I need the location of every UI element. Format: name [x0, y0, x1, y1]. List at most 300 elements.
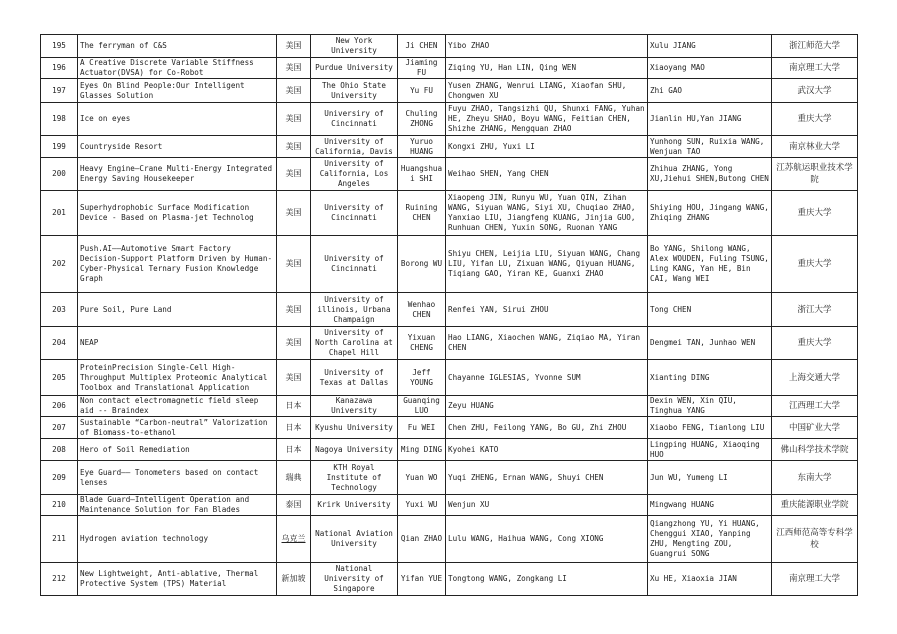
supervisor: Huangshuai SHI — [400, 164, 443, 183]
university-cell — [311, 136, 398, 158]
project-title: New Lightweight, Anti-ablative, Thermal Protective System (TPS) Material — [80, 569, 259, 588]
country-cell — [277, 439, 311, 461]
supervisor-cell — [398, 103, 446, 136]
advisors-cell — [648, 293, 772, 327]
advisors: Xulu JIANG — [650, 41, 696, 50]
table-row — [41, 417, 858, 439]
advisors-cell — [648, 516, 772, 563]
row-number-cell — [41, 360, 78, 396]
project-title-cell — [78, 236, 277, 293]
row-number-cell — [41, 103, 78, 136]
country: 日本 — [285, 422, 302, 432]
university: University of California, Los Angeles — [319, 159, 389, 188]
supervisor-cell — [398, 461, 446, 495]
row-number: 197 — [52, 85, 66, 95]
supervisor-cell — [398, 495, 446, 516]
supervisor-cell — [398, 360, 446, 396]
project-title: ProteinPrecision Single-Cell High-Throughput Multiplex Proteomic Analytical Toolbox and Translational Application — [80, 362, 268, 392]
team-members: Lulu WANG, Haihua WANG, Cong XIONG — [448, 534, 604, 543]
country-cell — [277, 236, 311, 293]
row-number: 210 — [52, 500, 66, 509]
advisors-cell — [648, 360, 772, 396]
project-title-cell — [78, 516, 277, 563]
table-row — [41, 495, 858, 516]
university: Krirk University — [317, 500, 391, 509]
country: 美国 — [285, 208, 302, 217]
organization-cell — [772, 396, 858, 417]
project-title: Ice on eyes — [80, 114, 131, 123]
university-cell — [311, 327, 398, 360]
supervisor-cell — [398, 136, 446, 158]
team-members: Chen ZHU, Feilong YANG, Bo GU, Zhi ZHOU — [448, 422, 627, 432]
university-cell — [311, 35, 398, 58]
team-members: Xiaopeng JIN, Runyu WU, Yuan QIN, Zihan WANG, Siyuan WANG, Siyi XU, Chuqiao ZHAO, Yanxiao LIU, Jiangfeng KUANG, Jinjia GUO, Runhuan CHEN, Yuxin SONG, Ruonan YANG — [448, 193, 636, 232]
university: KTH Royal Institute of Technology — [326, 462, 382, 492]
advisors: Zhi GAO — [650, 85, 683, 95]
row-number-cell — [41, 516, 78, 563]
supervisor: Yuan WO — [405, 472, 438, 482]
country: 美国 — [285, 63, 302, 72]
project-title: NEAP — [80, 338, 99, 347]
advisors: Zhihua ZHANG, Yong XU,Jiehui SHEN,Butong CHEN — [650, 164, 769, 183]
university: Universiry of Cincinnati — [324, 109, 384, 128]
organization: 中国矿业大学 — [788, 422, 840, 433]
table-row — [41, 58, 858, 79]
organization: 江西师范高等专科学校 — [776, 528, 853, 550]
supervisor: Borong WU — [400, 259, 443, 268]
organization-cell — [772, 563, 858, 596]
team-members-cell — [446, 79, 648, 103]
advisors-cell — [648, 58, 772, 79]
table-row — [41, 79, 858, 103]
project-title-cell — [78, 417, 277, 439]
university: National Aviation University — [315, 529, 393, 548]
country: 泰国 — [285, 500, 302, 509]
table-row — [41, 396, 858, 417]
university-cell — [311, 461, 398, 495]
organization: 重庆大学 — [797, 114, 832, 124]
organization-cell — [772, 495, 858, 516]
table-row — [41, 563, 858, 596]
advisors: Xianting DING — [650, 372, 710, 382]
row-number-cell — [41, 158, 78, 191]
country-cell — [277, 136, 311, 158]
team-members-cell — [446, 495, 648, 516]
supervisor-cell — [398, 327, 446, 360]
row-number-cell — [41, 58, 78, 79]
project-title: Heavy Engine—Crane Multi-Energy Integrated Energy Saving Housekeeper — [80, 164, 273, 183]
advisors-cell — [648, 136, 772, 158]
organization-cell — [772, 417, 858, 439]
university: Kanazawa University — [331, 396, 377, 415]
organization-cell — [772, 58, 858, 79]
country-cell — [277, 191, 311, 236]
country: 美国 — [285, 304, 302, 314]
project-title: Eyes On Blind People:Our Intelligent Glasses Solution — [80, 80, 245, 100]
team-members: Kyohei KATO — [448, 444, 499, 454]
row-number: 199 — [52, 141, 66, 151]
country: 日本 — [285, 444, 302, 454]
row-number-cell — [41, 439, 78, 461]
advisors-cell — [648, 103, 772, 136]
advisors-cell — [648, 327, 772, 360]
row-number-cell — [41, 396, 78, 417]
organization: 浙江师范大学 — [788, 41, 840, 51]
university-cell — [311, 103, 398, 136]
advisors-cell — [648, 236, 772, 293]
advisors-cell — [648, 417, 772, 439]
supervisor: Fu WEI — [407, 422, 436, 432]
row-number: 196 — [52, 63, 66, 72]
supervisor-cell — [398, 35, 446, 58]
table-body — [41, 35, 858, 596]
row-number: 205 — [52, 372, 66, 382]
country: 美国 — [285, 259, 302, 268]
organization: 重庆大学 — [797, 259, 832, 269]
project-title-cell — [78, 79, 277, 103]
country: 美国 — [285, 372, 302, 382]
team-members-cell — [446, 236, 648, 293]
organization: 重庆大学 — [797, 338, 832, 348]
supervisor: Jiaming FU — [405, 58, 438, 77]
advisors-cell — [648, 79, 772, 103]
team-members-cell — [446, 563, 648, 596]
organization-cell — [772, 136, 858, 158]
advisors: Bo YANG, Shilong WANG, Alex WOUDEN, Fuling TSUNG, Ling KANG, Yan HE, Bin CAI, Wang WEI — [650, 244, 769, 283]
row-number-cell — [41, 236, 78, 293]
row-number-cell — [41, 35, 78, 58]
organization: 佛山科学技术学院 — [780, 444, 849, 455]
advisors: Lingping HUANG, Xiaoqing HUO — [650, 439, 760, 459]
row-number: 202 — [52, 259, 66, 268]
row-number: 201 — [52, 208, 66, 217]
country-cell — [277, 35, 311, 58]
supervisor-cell — [398, 79, 446, 103]
team-members: Fuyu ZHAO, Tangsizhi QU, Shunxi FANG, Yuhan HE, Zheyu SHAO, Boyu WANG, Feitian CHEN, Shizhe ZHANG, Mengquan ZHAO — [448, 104, 645, 133]
team-members: Hao LIANG, Xiaochen WANG, Ziqiao MA, Yiran CHEN — [448, 333, 641, 352]
country: 美国 — [285, 141, 302, 151]
university-cell — [311, 439, 398, 461]
row-number-cell — [41, 461, 78, 495]
organization-cell — [772, 516, 858, 563]
university-cell — [311, 495, 398, 516]
project-title-cell — [78, 495, 277, 516]
organization: 上海交通大学 — [788, 372, 840, 383]
table-row — [41, 158, 858, 191]
advisors-cell — [648, 35, 772, 58]
country: 乌克兰 — [281, 534, 306, 543]
project-title-cell — [78, 58, 277, 79]
organization-cell — [772, 103, 858, 136]
project-title: The ferryman of C&S — [80, 41, 167, 50]
team-members-cell — [446, 293, 648, 327]
country-cell — [277, 158, 311, 191]
supervisor: Qian ZHAO — [400, 534, 443, 543]
project-title: Push.AI——Automotive Smart Factory Decision-Support Platform Driven by Human-Cyber-Physical Ternary Fusion Knowledge Graph — [80, 244, 273, 283]
row-number-cell — [41, 79, 78, 103]
team-members-cell — [446, 136, 648, 158]
university-cell — [311, 360, 398, 396]
row-number-cell — [41, 136, 78, 158]
table-row — [41, 293, 858, 327]
country-cell — [277, 293, 311, 327]
country: 美国 — [285, 114, 302, 123]
organization-cell — [772, 439, 858, 461]
table-row — [41, 360, 858, 396]
advisors-cell — [648, 563, 772, 596]
supervisor: Yuruo HUANG — [410, 136, 433, 156]
advisors: Tong CHEN — [650, 304, 692, 314]
university: Kyushu University — [315, 422, 393, 432]
country: 瑞典 — [285, 472, 302, 482]
row-number: 206 — [52, 401, 66, 410]
team-members-cell — [446, 191, 648, 236]
row-number: 195 — [52, 41, 66, 50]
project-title: Countryside Resort — [80, 141, 163, 151]
project-title-cell — [78, 396, 277, 417]
team-members: Shiyu CHEN, Leijia LIU, Siyuan WANG, Chang LIU, Yifan LU, Zixuan WANG, Qiyuan HUANG, Tiqiang GAO, Yiran KE, Guanxi ZHAO — [448, 249, 641, 278]
organization-cell — [772, 236, 858, 293]
row-number-cell — [41, 495, 78, 516]
row-number-cell — [41, 293, 78, 327]
country: 美国 — [285, 85, 302, 95]
organization: 南京林业大学 — [788, 141, 840, 152]
team-members: Zeyu HUANG — [448, 401, 494, 410]
team-members-cell — [446, 360, 648, 396]
university: University of illinois, Urbana Champaign — [317, 294, 391, 324]
university-cell — [311, 158, 398, 191]
awards-table — [40, 34, 858, 596]
team-members: Tongtong WANG, Zongkang LI — [448, 574, 567, 583]
university: University of Cincinnati — [324, 254, 384, 273]
project-title: Blade Guard—Intelligent Operation and Maintenance Solution for Fan Blades — [80, 495, 250, 514]
row-number-cell — [41, 327, 78, 360]
project-title-cell — [78, 35, 277, 58]
row-number: 200 — [52, 169, 66, 178]
country-cell — [277, 495, 311, 516]
organization: 浙江大学 — [797, 304, 832, 315]
university-cell — [311, 563, 398, 596]
university-cell — [311, 79, 398, 103]
project-title-cell — [78, 293, 277, 327]
advisors-cell — [648, 396, 772, 417]
team-members: Wenjun XU — [448, 500, 490, 509]
table-row — [41, 461, 858, 495]
table-row — [41, 191, 858, 236]
team-members: Yuqi ZHENG, Ernan WANG, Shuyi CHEN — [448, 472, 604, 482]
project-title-cell — [78, 158, 277, 191]
project-title-cell — [78, 136, 277, 158]
table-row — [41, 35, 858, 58]
country: 美国 — [285, 169, 302, 178]
project-title: Non contact electromagnetic field sleep aid -- Braindex — [80, 396, 259, 415]
organization-cell — [772, 35, 858, 58]
advisors: Jianlin HU,Yan JIANG — [650, 114, 742, 123]
table-row — [41, 516, 858, 563]
organization-cell — [772, 79, 858, 103]
row-number: 207 — [52, 422, 66, 432]
country-cell — [277, 58, 311, 79]
supervisor-cell — [398, 58, 446, 79]
university-cell — [311, 293, 398, 327]
project-title-cell — [78, 439, 277, 461]
country: 新加坡 — [281, 574, 306, 583]
country: 日本 — [285, 401, 302, 410]
supervisor: Yixuan CHENG — [407, 333, 436, 352]
supervisor-cell — [398, 158, 446, 191]
organization-cell — [772, 327, 858, 360]
country-cell — [277, 417, 311, 439]
supervisor: Ji CHEN — [405, 41, 438, 50]
supervisor: Guanqing LUO — [403, 396, 440, 415]
project-title: Pure Soil, Pure Land — [80, 304, 172, 314]
advisors-cell — [648, 158, 772, 191]
row-number-cell — [41, 563, 78, 596]
row-number: 208 — [52, 444, 66, 454]
country-cell — [277, 461, 311, 495]
organization: 江西理工大学 — [788, 401, 840, 411]
university: National University of Singapore — [324, 564, 384, 593]
project-title-cell — [78, 563, 277, 596]
row-number: 203 — [52, 304, 66, 314]
country-cell — [277, 396, 311, 417]
university: Nagoya University — [315, 444, 393, 454]
country-cell — [277, 79, 311, 103]
supervisor: Chuling ZHONG — [405, 109, 438, 128]
advisors: Xu HE, Xiaoxia JIAN — [650, 574, 737, 583]
advisors: Mingwang HUANG — [650, 500, 715, 509]
supervisor: Jeff YOUNG — [410, 367, 433, 387]
supervisor-cell — [398, 516, 446, 563]
country-cell — [277, 360, 311, 396]
organization-cell — [772, 158, 858, 191]
team-members-cell — [446, 439, 648, 461]
row-number-cell — [41, 417, 78, 439]
supervisor-cell — [398, 439, 446, 461]
team-members-cell — [446, 396, 648, 417]
supervisor-cell — [398, 396, 446, 417]
organization: 江苏航运职业技术学院 — [776, 163, 853, 185]
project-title: Sustainable “Carbon-neutral” Valorization of Biomass-to-ethanol — [80, 417, 268, 437]
project-title: Hydrogen aviation technology — [80, 534, 209, 543]
team-members: Yusen ZHANG, Wenrui LIANG, Xiaofan SHU, Chongwen XU — [448, 80, 627, 100]
team-members: Weihao SHEN, Yang CHEN — [448, 169, 549, 178]
team-members: Kongxi ZHU, Yuxi LI — [448, 141, 535, 151]
supervisor: Ming DING — [400, 444, 443, 454]
advisors: Dengmei TAN, Junhao WEN — [650, 338, 756, 347]
supervisor-cell — [398, 191, 446, 236]
university-cell — [311, 396, 398, 417]
advisors-cell — [648, 439, 772, 461]
project-title-cell — [78, 461, 277, 495]
project-title: Superhydrophobic Surface Modification Device - Based on Plasma-jet Technolog — [80, 203, 254, 222]
table-row — [41, 103, 858, 136]
advisors-cell — [648, 461, 772, 495]
organization: 南京理工大学 — [788, 574, 840, 584]
supervisor: Yifan YUE — [400, 574, 443, 583]
supervisor: Ruining CHEN — [405, 203, 438, 222]
team-members: Ziqing YU, Han LIN, Qing WEN — [448, 63, 577, 72]
supervisor-cell — [398, 293, 446, 327]
advisors-cell — [648, 495, 772, 516]
supervisor: Yu FU — [410, 85, 433, 95]
table-row — [41, 327, 858, 360]
row-number: 211 — [52, 534, 66, 543]
university: University of North Carolina at Chapel Hill — [315, 328, 393, 357]
advisors: Dexin WEN, Xin QIU, Tinghua YANG — [650, 396, 737, 415]
row-number-cell — [41, 191, 78, 236]
organization-cell — [772, 360, 858, 396]
university: Purdue University — [315, 63, 393, 72]
team-members-cell — [446, 461, 648, 495]
row-number: 209 — [52, 472, 66, 482]
organization-cell — [772, 191, 858, 236]
advisors: Xiaobo FENG, Tianlong LIU — [650, 422, 765, 432]
team-members-cell — [446, 58, 648, 79]
advisors: Xiaoyang MAO — [650, 63, 705, 72]
team-members: Yibo ZHAO — [448, 41, 490, 50]
advisors-cell — [648, 191, 772, 236]
country-cell — [277, 516, 311, 563]
organization-cell — [772, 461, 858, 495]
advisors: Shiying HOU, Jingang WANG, Zhiqing ZHANG — [650, 203, 769, 222]
project-title: Hero of Soil Remediation — [80, 444, 190, 454]
university-cell — [311, 236, 398, 293]
team-members: Renfei YAN, Sirui ZHOU — [448, 304, 549, 314]
team-members-cell — [446, 35, 648, 58]
team-members-cell — [446, 103, 648, 136]
organization: 南京理工大学 — [788, 63, 840, 73]
organization: 武汉大学 — [797, 85, 832, 96]
university-cell — [311, 58, 398, 79]
supervisor: Yuxi WU — [405, 500, 438, 509]
project-title-cell — [78, 103, 277, 136]
organization: 重庆能源职业学院 — [780, 500, 849, 510]
team-members: Chayanne IGLESIAS, Yvonne SUM — [448, 372, 581, 382]
team-members-cell — [446, 516, 648, 563]
advisors: Yunhong SUN, Ruixia WANG, Wenjuan TAO — [650, 136, 765, 156]
country: 美国 — [285, 41, 302, 50]
advisors: Qiangzhong YU, Yi HUANG, Chenggui XIAO, Yanping ZHU, Mengting ZOU, Guangrui SONG — [650, 519, 760, 558]
team-members-cell — [446, 327, 648, 360]
project-title: A Creative Discrete Variable Stiffness Actuator(DVSA) for Co-Robot — [80, 58, 254, 77]
table-row — [41, 236, 858, 293]
supervisor: Wenhao CHEN — [407, 299, 436, 319]
university: The Ohio State University — [321, 80, 386, 100]
table-row — [41, 439, 858, 461]
organization-cell — [772, 293, 858, 327]
university: University of Cincinnati — [324, 203, 384, 222]
advisors: Jun WU, Yumeng LI — [650, 472, 728, 482]
country-cell — [277, 327, 311, 360]
table-row — [41, 136, 858, 158]
university: New York University — [331, 36, 377, 55]
university-cell — [311, 191, 398, 236]
organization: 东南大学 — [797, 472, 832, 483]
supervisor-cell — [398, 417, 446, 439]
row-number: 204 — [52, 338, 66, 347]
row-number: 212 — [52, 574, 66, 583]
organization: 重庆大学 — [797, 208, 832, 218]
project-title: Eye Guard—— Tonometers based on contact lenses — [80, 467, 259, 487]
country-cell — [277, 103, 311, 136]
row-number: 198 — [52, 114, 66, 123]
university: University of California, Davis — [315, 136, 393, 156]
project-title-cell — [78, 360, 277, 396]
country: 美国 — [285, 338, 302, 347]
country-cell — [277, 563, 311, 596]
supervisor-cell — [398, 236, 446, 293]
